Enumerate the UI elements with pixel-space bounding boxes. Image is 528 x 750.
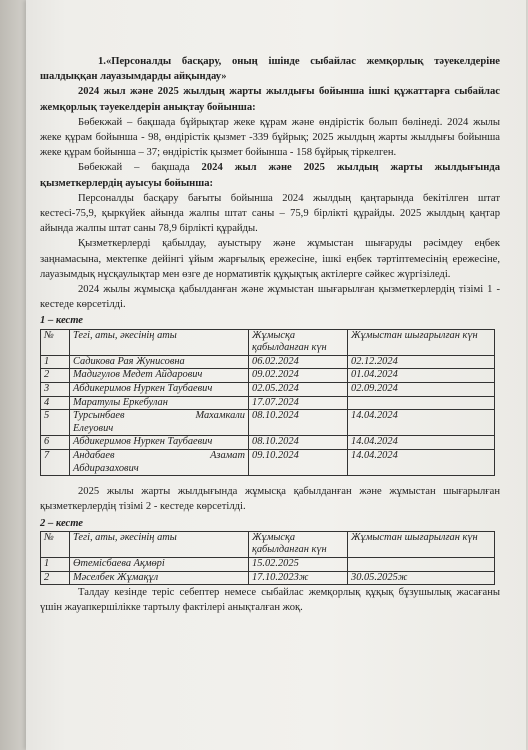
row-name: Өтемісбаева Ақмөрі: [70, 557, 249, 571]
paragraph-staff-movement: Бөбекжай – бақшада 2024 жыл және 2025 жылдың жарты жылдығында қызметкерлердің ауысуы бойынша:: [40, 162, 500, 189]
table-row: [41, 383, 495, 397]
document-title: 1.«Персоналды басқару, оның ішінде сыбайлас жемқорлық тәуекелдеріне шалдыққан лауазымдарды айқындау»: [40, 56, 500, 83]
row-name: Мәселбек Жұмақұл: [70, 571, 249, 585]
row-name: Мадигулов Медет Айдарович: [70, 369, 249, 383]
table2-caption: 2 – кесте: [40, 517, 84, 529]
table-row: [41, 410, 495, 436]
row-name: Садикова Рая Жунисовна: [70, 355, 249, 369]
table-employees-2024: [40, 329, 495, 477]
row-number: 5: [41, 410, 70, 436]
row-name: Абдикеримов Нуркен Таубаевич: [70, 436, 249, 450]
row-fired: 01.04.2024: [348, 369, 495, 383]
header-dismissed-date: Жұмыстан шығарылған күн: [348, 531, 495, 557]
table-row: [41, 436, 495, 450]
row-number: 3: [41, 383, 70, 397]
row-number: 1: [41, 355, 70, 369]
table-row: [41, 557, 495, 571]
row-fired: 14.04.2024: [348, 436, 495, 450]
row-hired: 09.02.2024: [249, 369, 348, 383]
paragraph-procedures: Қызметкерлерді қабылдау, ауыстыру және жұмыстан шығаруды рәсімдеу еңбек заңнамасына, мектепке дейінгі ұйым жарғылық ережесіне, ішкі еңбек тәртіптемесінің ережесіне, лауазымдық нұсқаулықтар мен өзге де нормативтік құқықтық актілерге сәйкес жүргізіледі.: [40, 238, 500, 280]
row-name: Абдикеримов Нуркен Таубаевич: [70, 383, 249, 397]
header-full-name: Тегі, аты, әкесінің аты: [70, 329, 249, 355]
header-number: №: [41, 329, 70, 355]
row-number: 6: [41, 436, 70, 450]
row-fired: 14.04.2024: [348, 450, 495, 476]
header-hired-date: Жұмысқа қабылданған күн: [249, 531, 348, 557]
row-fired: 02.12.2024: [348, 355, 495, 369]
table-employees-2025: [40, 531, 495, 585]
table-row: [41, 355, 495, 369]
row-hired: 15.02.2025: [249, 557, 348, 571]
row-hired: 09.10.2024: [249, 450, 348, 476]
page-shadow-edge: [0, 0, 28, 750]
row-number: 7: [41, 450, 70, 476]
row-name: Турсынбаев Махамкали Елеуович: [70, 410, 249, 436]
table-row: [41, 396, 495, 410]
header-number: №: [41, 531, 70, 557]
row-hired: 08.10.2024: [249, 410, 348, 436]
row-hired: 17.07.2024: [249, 396, 348, 410]
paragraph-conclusion: Талдау кезінде теріс себептер немесе сыбайлас жемқорлық құқық бұзушылық жасағаны үшін жауапкершілікке тартылу фактілері анықталған жоқ.: [40, 587, 500, 614]
row-fired: 30.05.2025ж: [348, 571, 495, 585]
row-hired: 08.10.2024: [249, 436, 348, 450]
row-number: 4: [41, 396, 70, 410]
row-number: 2: [41, 571, 70, 585]
row-hired: 17.10.2023ж: [249, 571, 348, 585]
document-subtitle: 2024 жыл және 2025 жылдың жарты жылдығы бойынша ішкі құжаттарға сыбайлас жемқорлық тәуекелдерін анықтау бойынша:: [40, 86, 500, 113]
row-name: Маратулы Еркебулан: [70, 396, 249, 410]
table-row: [41, 450, 495, 476]
row-fired: 02.09.2024: [348, 383, 495, 397]
row-fired: 14.04.2024: [348, 410, 495, 436]
table1-caption: 1 – кесте: [40, 315, 84, 327]
paragraph-table2-intro: 2025 жылы жарты жылдығында жұмысқа қабылданған және жұмыстан шығарылған қызметкерлердің тізімі 2 - кестеде көрсетілді.: [40, 486, 500, 513]
row-fired: [348, 557, 495, 571]
paragraph-table1-intro: 2024 жылы жұмысқа қабылданған және жұмыстан шығарылған қызметкерлердің тізімі 1 - кестеде көрсетілді.: [40, 284, 500, 311]
row-number: 2: [41, 369, 70, 383]
row-number: 1: [41, 557, 70, 571]
table-row: [41, 571, 495, 585]
header-dismissed-date: Жұмыстан шығарылған күн: [348, 329, 495, 355]
paragraph-orders: Бөбекжай – бақшада бұйрықтар жеке құрам және өндірістік болып бөлінеді. 2024 жылы жеке құрам бойынша - 98, өндірістік қызмет -339 бұйрық; 2025 жылдың жарты жылдығы бойынша жеке құрам бойынша – 37; өндірістік қызмет бойынша - 158 бұйрық тіркелген.: [40, 116, 500, 159]
row-fired: [348, 396, 495, 410]
table-header-row: [41, 329, 495, 355]
header-hired-date: Жұмысқа қабылданған күн: [249, 329, 348, 355]
header-full-name: Тегі, аты, әкесінің аты: [70, 531, 249, 557]
paragraph-staffing: Персоналды басқару бағыты бойынша 2024 жылдың қаңтарында бекітілген штат кестесі-75,9, қыркүйек айында жалпы штат саны – 75,9 бірлікті құрайды. 2025 жылдың қаңтар айында жалпы штат саны 78,9 бірлікті құрайды.: [40, 192, 500, 235]
row-hired: 02.05.2024: [249, 383, 348, 397]
table-row: [41, 369, 495, 383]
row-hired: 06.02.2024: [249, 355, 348, 369]
table-header-row: [41, 531, 495, 557]
row-name: Андабаев Азамат Абдиразахович: [70, 450, 249, 476]
document-content: [40, 54, 500, 616]
